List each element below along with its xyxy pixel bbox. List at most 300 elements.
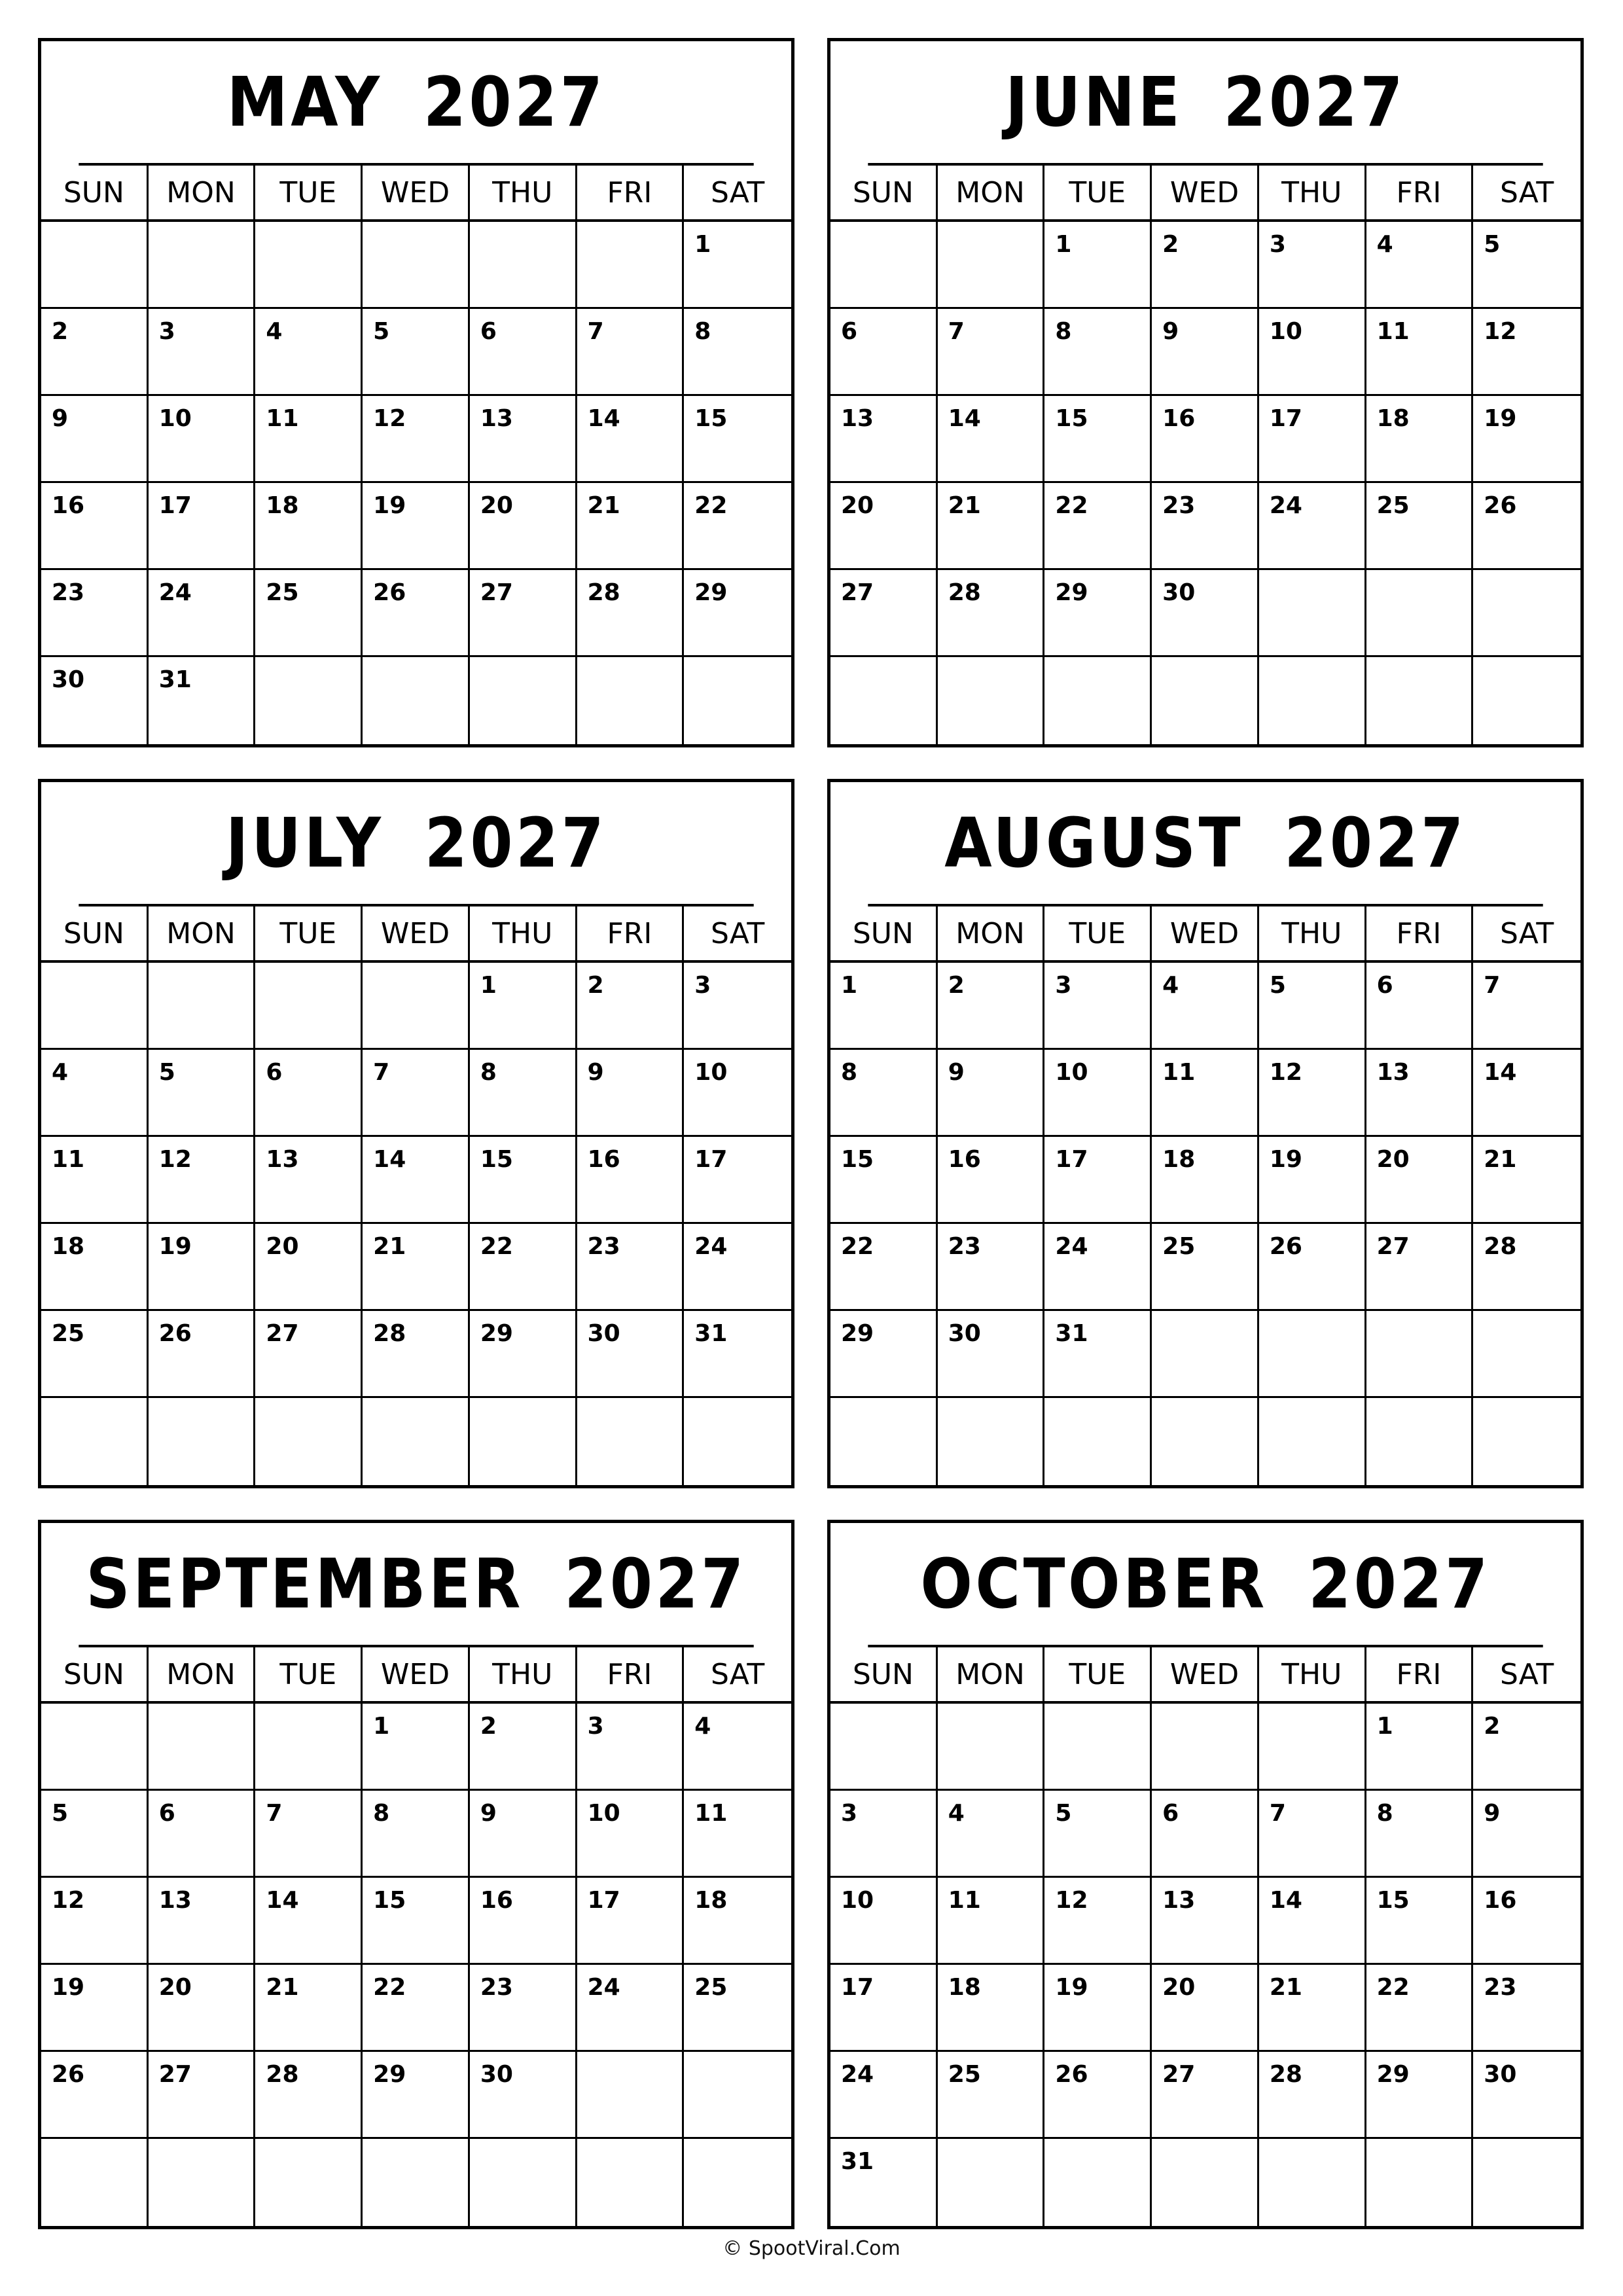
day-cell [938, 222, 1045, 309]
day-number: 20 [1376, 1146, 1410, 1173]
weekday-label: MON [149, 906, 256, 960]
day-cell [1152, 1050, 1259, 1137]
day-number: 10 [158, 405, 192, 432]
day-number: 1 [694, 231, 711, 258]
day-cell [470, 1965, 577, 2052]
day-number: 10 [587, 1800, 620, 1827]
day-number: 25 [1376, 492, 1410, 519]
day-cell [1044, 1704, 1152, 1791]
day-cell [363, 1137, 470, 1224]
day-number: 16 [587, 1146, 620, 1173]
day-cell [149, 963, 256, 1050]
day-cell [363, 1224, 470, 1311]
day-cell [1366, 1965, 1474, 2052]
day-cell [1152, 2139, 1259, 2226]
day-number: 23 [587, 1233, 620, 1260]
day-cell [1473, 570, 1580, 657]
day-cell [830, 570, 938, 657]
day-cell [149, 1224, 256, 1311]
weekday-label: THU [1259, 166, 1366, 219]
day-cell [1366, 222, 1474, 309]
day-cell [938, 483, 1045, 570]
day-cell [41, 1398, 149, 1485]
day-cell [1044, 309, 1152, 396]
day-cell [577, 1050, 685, 1137]
day-cell [577, 222, 685, 309]
weekday-label: TUE [255, 166, 363, 219]
day-cell [684, 2052, 791, 2139]
day-number: 14 [587, 405, 620, 432]
day-cell [1044, 1050, 1152, 1137]
day-cell [938, 1137, 1045, 1224]
day-number: 5 [158, 1059, 175, 1086]
day-number: 18 [694, 1887, 728, 1914]
day-number: 20 [1162, 1974, 1196, 2001]
day-cell [830, 1878, 938, 1965]
day-cell [149, 1398, 256, 1485]
day-number: 8 [694, 318, 711, 345]
day-cell [1044, 1398, 1152, 1485]
day-cell [830, 1965, 938, 2052]
day-cell [938, 1704, 1045, 1791]
weekday-label: FRI [1366, 1647, 1474, 1701]
day-number: 22 [1376, 1974, 1410, 2001]
month-calendar-june [827, 38, 1584, 747]
day-number: 27 [1376, 1233, 1410, 1260]
day-grid [830, 222, 1580, 744]
day-cell [577, 1137, 685, 1224]
day-cell [149, 483, 256, 570]
day-cell [255, 1137, 363, 1224]
day-number: 31 [694, 1320, 728, 1347]
day-cell [938, 963, 1045, 1050]
day-cell [1366, 1878, 1474, 1965]
day-number: 11 [948, 1887, 981, 1914]
day-cell [1473, 1791, 1580, 1878]
day-cell [577, 963, 685, 1050]
day-cell [363, 657, 470, 744]
day-number: 5 [52, 1800, 69, 1827]
day-cell [1152, 483, 1259, 570]
day-number: 26 [158, 1320, 192, 1347]
day-cell [255, 396, 363, 483]
month-title: JULY 2027 [79, 782, 753, 906]
day-number: 28 [1269, 2061, 1302, 2088]
day-number: 27 [158, 2061, 192, 2088]
day-cell [470, 1878, 577, 1965]
day-number: 18 [266, 492, 299, 519]
day-cell [684, 396, 791, 483]
day-number: 2 [1484, 1713, 1501, 1740]
day-cell [470, 1791, 577, 1878]
day-cell [363, 1878, 470, 1965]
day-cell [149, 2139, 256, 2226]
day-cell [41, 309, 149, 396]
day-number: 27 [266, 1320, 299, 1347]
day-number: 3 [694, 972, 711, 999]
day-cell [1259, 570, 1366, 657]
day-number: 30 [587, 1320, 620, 1347]
day-number: 2 [1162, 231, 1179, 258]
day-cell [1366, 1398, 1474, 1485]
day-number: 13 [158, 1887, 192, 1914]
day-cell [830, 1050, 938, 1137]
day-number: 6 [158, 1800, 175, 1827]
day-number: 19 [373, 492, 406, 519]
day-number: 17 [158, 492, 192, 519]
day-number: 8 [480, 1059, 497, 1086]
day-number: 23 [1162, 492, 1196, 519]
day-cell [470, 2052, 577, 2139]
day-cell [1473, 1137, 1580, 1224]
day-cell [1259, 1050, 1366, 1137]
day-cell [255, 1965, 363, 2052]
day-number: 15 [1055, 405, 1088, 432]
day-cell [470, 1050, 577, 1137]
day-cell [470, 483, 577, 570]
day-number: 9 [52, 405, 69, 432]
day-cell [830, 222, 938, 309]
day-cell [684, 1050, 791, 1137]
day-cell [149, 2052, 256, 2139]
day-cell [1259, 1137, 1366, 1224]
day-cell [149, 657, 256, 744]
day-cell [1473, 657, 1580, 744]
day-cell [938, 1224, 1045, 1311]
day-number: 31 [841, 2148, 874, 2175]
day-cell [577, 1704, 685, 1791]
day-number: 25 [52, 1320, 85, 1347]
day-number: 2 [480, 1713, 497, 1740]
day-cell [938, 657, 1045, 744]
day-cell [1366, 1704, 1474, 1791]
day-number: 5 [1484, 231, 1501, 258]
day-cell [1044, 2052, 1152, 2139]
day-cell [684, 1965, 791, 2052]
day-cell [149, 1137, 256, 1224]
copyright-footer: © SpootViral.Com [722, 2237, 901, 2260]
day-cell [255, 1878, 363, 1965]
day-number: 15 [373, 1887, 406, 1914]
weekday-label: WED [1152, 906, 1259, 960]
day-number: 4 [948, 1800, 965, 1827]
day-cell [1152, 2052, 1259, 2139]
day-cell [470, 309, 577, 396]
month-calendar-july [38, 779, 794, 1488]
day-number: 28 [266, 2061, 299, 2088]
weekday-label: THU [1259, 906, 1366, 960]
weekday-label: TUE [1044, 166, 1152, 219]
day-cell [470, 1137, 577, 1224]
day-number: 1 [841, 972, 858, 999]
day-cell [363, 1398, 470, 1485]
day-number: 7 [266, 1800, 283, 1827]
day-cell [255, 1050, 363, 1137]
day-grid [41, 222, 791, 744]
day-number: 30 [1484, 2061, 1517, 2088]
day-cell [149, 1791, 256, 1878]
day-number: 22 [694, 492, 728, 519]
day-cell [1366, 396, 1474, 483]
day-cell [577, 1878, 685, 1965]
day-number: 26 [373, 579, 406, 606]
day-number: 26 [52, 2061, 85, 2088]
day-number: 15 [1376, 1887, 1410, 1914]
day-cell [470, 657, 577, 744]
day-cell [1259, 1791, 1366, 1878]
day-cell [577, 483, 685, 570]
day-number: 23 [480, 1974, 513, 2001]
weekday-label: MON [938, 166, 1045, 219]
day-number: 23 [948, 1233, 981, 1260]
day-cell [830, 657, 938, 744]
day-number: 30 [1162, 579, 1196, 606]
day-number: 2 [587, 972, 604, 999]
day-number: 6 [1376, 972, 1393, 999]
month-calendar-september [38, 1520, 794, 2229]
day-cell [1044, 1311, 1152, 1398]
day-number: 18 [948, 1974, 981, 2001]
day-number: 11 [1376, 318, 1410, 345]
day-cell [1473, 963, 1580, 1050]
day-cell [1044, 1224, 1152, 1311]
day-cell [41, 1704, 149, 1791]
day-number: 17 [841, 1974, 874, 2001]
month-calendar-october [827, 1520, 1584, 2229]
day-cell [470, 222, 577, 309]
day-cell [684, 222, 791, 309]
day-number: 10 [1269, 318, 1302, 345]
day-number: 30 [52, 666, 85, 693]
day-cell [1473, 1050, 1580, 1137]
day-cell [363, 309, 470, 396]
day-cell [1044, 657, 1152, 744]
weekday-label: SUN [41, 906, 149, 960]
weekday-label: SUN [830, 1647, 938, 1701]
day-number: 22 [1055, 492, 1088, 519]
day-cell [41, 2052, 149, 2139]
day-number: 24 [1269, 492, 1302, 519]
day-cell [830, 1137, 938, 1224]
day-cell [363, 1791, 470, 1878]
day-grid [41, 963, 791, 1485]
day-cell [1473, 1878, 1580, 1965]
weekday-header-row [41, 1647, 791, 1704]
day-cell [684, 1137, 791, 1224]
day-cell [1259, 1878, 1366, 1965]
day-cell [1259, 657, 1366, 744]
day-cell [830, 396, 938, 483]
day-cell [830, 1704, 938, 1791]
day-number: 29 [841, 1320, 874, 1347]
day-number: 27 [1162, 2061, 1196, 2088]
weekday-label: FRI [1366, 906, 1474, 960]
day-cell [1473, 2052, 1580, 2139]
day-cell [149, 570, 256, 657]
day-number: 16 [1484, 1887, 1517, 1914]
weekday-label: MON [938, 906, 1045, 960]
day-cell [41, 222, 149, 309]
day-cell [684, 963, 791, 1050]
day-number: 9 [948, 1059, 965, 1086]
day-cell [577, 1224, 685, 1311]
day-cell [1473, 1224, 1580, 1311]
day-cell [41, 1137, 149, 1224]
day-cell [577, 2139, 685, 2226]
day-cell [41, 963, 149, 1050]
day-cell [577, 309, 685, 396]
day-cell [830, 963, 938, 1050]
weekday-header-row [830, 166, 1580, 222]
day-cell [149, 1965, 256, 2052]
day-cell [938, 1878, 1045, 1965]
day-cell [938, 1050, 1045, 1137]
weekday-label: SAT [710, 1657, 765, 1691]
day-cell [363, 1704, 470, 1791]
day-cell [255, 657, 363, 744]
day-number: 3 [841, 1800, 858, 1827]
weekday-label: FRI [577, 906, 685, 960]
day-cell [1044, 1791, 1152, 1878]
day-cell [149, 396, 256, 483]
day-number: 1 [480, 972, 497, 999]
day-cell [938, 1965, 1045, 2052]
day-number: 12 [373, 405, 406, 432]
day-number: 14 [266, 1887, 299, 1914]
day-number: 14 [1484, 1059, 1517, 1086]
day-cell [363, 1965, 470, 2052]
day-cell [830, 1791, 938, 1878]
weekday-label: FRI [1366, 166, 1474, 219]
day-cell [255, 1224, 363, 1311]
day-cell [1044, 222, 1152, 309]
weekday-label: TUE [255, 1647, 363, 1701]
weekday-label: TUE [255, 906, 363, 960]
weekday-label: FRI [577, 166, 685, 219]
month-title: OCTOBER 2027 [868, 1523, 1543, 1647]
day-cell [1473, 1965, 1580, 2052]
day-cell [577, 396, 685, 483]
day-number: 30 [480, 2061, 513, 2088]
weekday-label: SAT [1499, 175, 1554, 209]
day-cell [577, 570, 685, 657]
weekday-label: SUN [830, 166, 938, 219]
day-cell [1259, 483, 1366, 570]
day-cell [149, 309, 256, 396]
day-number: 19 [52, 1974, 85, 2001]
day-number: 12 [1055, 1887, 1088, 1914]
day-cell [1473, 309, 1580, 396]
day-number: 21 [948, 492, 981, 519]
day-cell [363, 2139, 470, 2226]
day-cell [1473, 222, 1580, 309]
day-cell [1152, 309, 1259, 396]
day-number: 17 [694, 1146, 728, 1173]
day-number: 3 [1055, 972, 1072, 999]
day-cell [41, 1791, 149, 1878]
day-cell [938, 309, 1045, 396]
day-cell [684, 1704, 791, 1791]
day-cell [470, 1398, 577, 1485]
day-number: 20 [841, 492, 874, 519]
day-cell [1259, 1965, 1366, 2052]
day-cell [1259, 963, 1366, 1050]
day-cell [577, 1311, 685, 1398]
day-number: 13 [1376, 1059, 1410, 1086]
day-cell [1473, 1311, 1580, 1398]
day-cell [1366, 2052, 1474, 2139]
day-cell [255, 1791, 363, 1878]
weekday-label: SUN [41, 166, 149, 219]
day-cell [830, 309, 938, 396]
day-number: 18 [52, 1233, 85, 1260]
day-number: 25 [266, 579, 299, 606]
weekday-header-row [41, 906, 791, 963]
day-number: 29 [1055, 579, 1088, 606]
day-cell [41, 396, 149, 483]
day-cell [830, 483, 938, 570]
day-cell [577, 1791, 685, 1878]
day-number: 24 [694, 1233, 728, 1260]
day-number: 15 [694, 405, 728, 432]
day-cell [938, 2052, 1045, 2139]
day-cell [938, 1398, 1045, 1485]
day-cell [255, 963, 363, 1050]
day-cell [1044, 483, 1152, 570]
day-number: 6 [266, 1059, 283, 1086]
day-number: 9 [1484, 1800, 1501, 1827]
day-number: 1 [373, 1713, 390, 1740]
day-number: 12 [52, 1887, 85, 1914]
day-cell [684, 2139, 791, 2226]
day-number: 2 [52, 318, 69, 345]
day-number: 23 [52, 579, 85, 606]
day-cell [41, 1050, 149, 1137]
day-cell [1366, 657, 1474, 744]
day-number: 17 [1055, 1146, 1088, 1173]
day-grid [830, 963, 1580, 1485]
day-cell [255, 570, 363, 657]
day-number: 29 [1376, 2061, 1410, 2088]
day-number: 23 [1484, 1974, 1517, 2001]
day-cell [830, 1398, 938, 1485]
day-number: 14 [373, 1146, 406, 1173]
weekday-label: MON [149, 1647, 256, 1701]
day-cell [1473, 1704, 1580, 1791]
day-cell [1366, 483, 1474, 570]
day-cell [1152, 222, 1259, 309]
day-cell [684, 657, 791, 744]
day-cell [1044, 396, 1152, 483]
day-number: 13 [1162, 1887, 1196, 1914]
weekday-header-row [830, 906, 1580, 963]
weekday-label: SAT [1499, 1657, 1554, 1691]
day-number: 3 [158, 318, 175, 345]
day-number: 16 [52, 492, 85, 519]
day-cell [149, 222, 256, 309]
day-number: 4 [52, 1059, 69, 1086]
day-number: 25 [1162, 1233, 1196, 1260]
day-number: 10 [841, 1887, 874, 1914]
day-cell [41, 1224, 149, 1311]
day-number: 3 [1269, 231, 1286, 258]
day-number: 13 [480, 405, 513, 432]
day-cell [255, 2139, 363, 2226]
day-cell [470, 1224, 577, 1311]
day-cell [684, 570, 791, 657]
day-number: 9 [1162, 318, 1179, 345]
day-cell [1366, 963, 1474, 1050]
